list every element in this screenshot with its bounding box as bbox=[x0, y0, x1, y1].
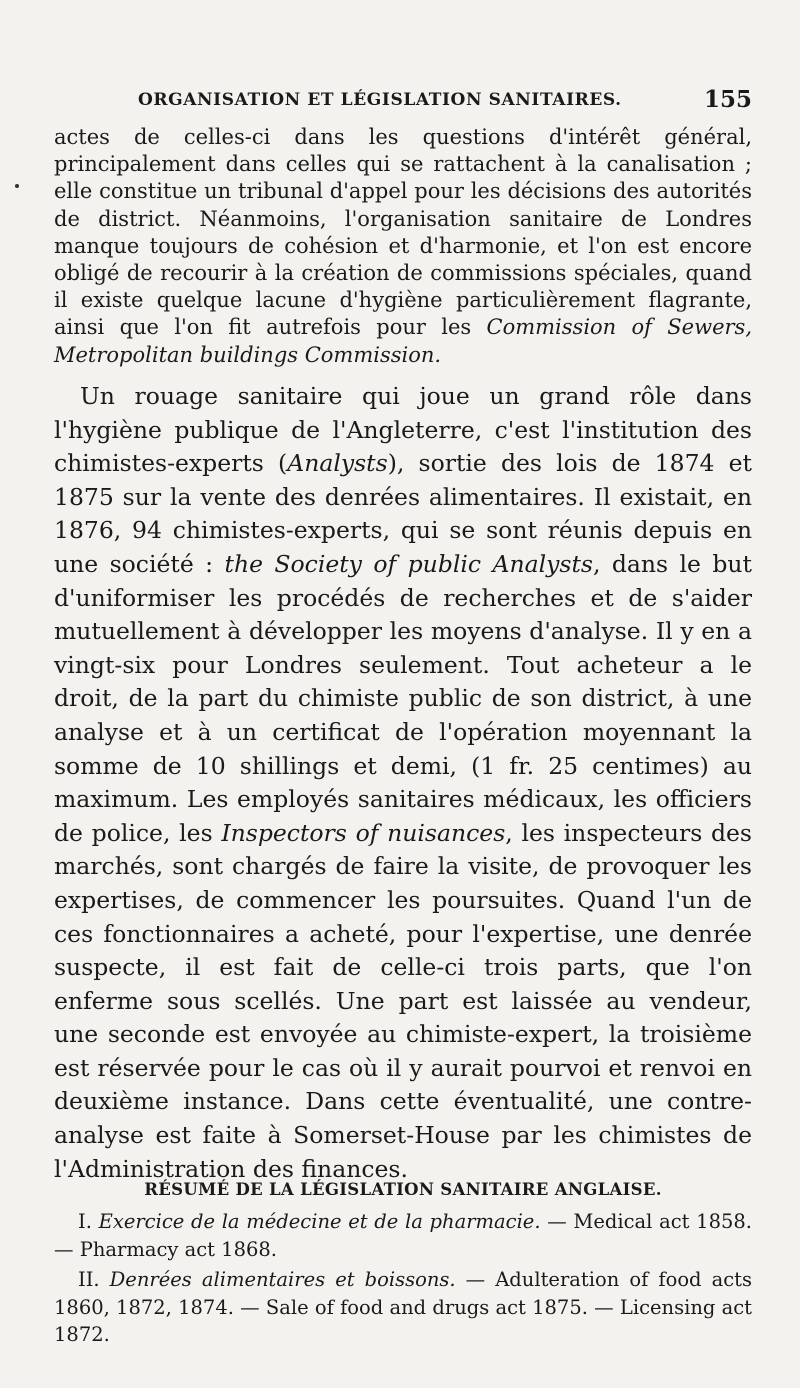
paragraph-1-italic: Commission of Sewers, Metropolitan buildings Commission. bbox=[54, 315, 752, 367]
list-item-title: Denrées alimentaires et boissons. bbox=[109, 1268, 456, 1292]
paragraph-2-italic-3: Inspectors of nuisances bbox=[221, 818, 506, 847]
running-head-title: ORGANISATION ET LÉGISLATION SANITAIRES. bbox=[138, 90, 622, 110]
paragraph-2 bbox=[54, 380, 752, 1186]
list-item-number: I. bbox=[78, 1210, 92, 1233]
legislation-list bbox=[54, 1208, 752, 1352]
list-item bbox=[54, 1266, 752, 1349]
paragraph-1 bbox=[54, 124, 752, 369]
paragraph-2-text-1: Un rouage sanitaire qui joue un grand rôle dans l'hygiène publique de l'Angleterre, c'est l'institution des chimistes-experts ( bbox=[54, 382, 752, 478]
list-item bbox=[54, 1208, 752, 1263]
paragraph-1-text: actes de celles-ci dans les questions d'intérêt général, principalement dans celles qui se rattachent à la canalisation ; elle constitue un tribunal d'appel pour les décisions des autorités de district. Néanmoins, l'organisation sanitaire de Londres manque toujours de cohésion et d'harmonie, et l'on est encore obligé de recourir à la création de commissions spéciales, quand il existe quelque lacune d'hygiène particulièrement flagrante, ainsi que l'on fit autrefois pour les bbox=[54, 125, 752, 340]
paragraph-2-text-3: , dans le but d'uniformiser les procédés de recherches et de s'aider mutuellement à développer les moyens d'analyse. Il y en a vingt-six pour Londres seulement. Tout acheteur a le droit, de la part du chimiste public de son district, à une analyse et à un certificat de l'opération moyennant la somme de 10 shillings et demi, (1 fr. 25 centimes) au maximum. Les employés sanitaires médicaux, les officiers de police, les bbox=[54, 549, 752, 847]
list-item-title: Exercice de la médecine et de la pharmacie. bbox=[98, 1210, 541, 1233]
paragraph-2-text-4: , les inspecteurs des marchés, sont chargés de faire la visite, de provoquer les expertises, de commencer les poursuites. Quand l'un de ces fonctionnaires a acheté, pour l'expertise, une denrée suspecte, il est fait de celle-ci trois parts, que l'on enferme sous scellés. Une part est laissée au vendeur, une seconde est envoyée au chimiste-expert, la troisième est réservée pour le cas où il y aurait pourvoi et renvoi en deuxième instance. Dans cette éventualité, une contre-analyse est faite à Somerset-House par les chimistes de l'Administration des finances. bbox=[54, 818, 752, 1183]
paragraph-2-text-2: ), sortie des lois de 1874 et 1875 sur la vente des denrées alimentaires. Il existait, en 1876, 94 chimistes-experts, qui se sont réunis depuis en une société : bbox=[54, 449, 753, 578]
list-item-text: — Adulteration of food acts 1860, 1872, 1874. — Sale of food and drugs act 1875. — Licensing act 1872. bbox=[54, 1268, 752, 1347]
paragraph-2-italic-2: the Society of public Analysts bbox=[224, 549, 593, 578]
page-number: 155 bbox=[703, 86, 752, 113]
running-head bbox=[54, 86, 752, 116]
margin-dot bbox=[15, 184, 19, 188]
paragraph-2-italic-1: Analysts bbox=[287, 449, 388, 478]
section-heading: RÉSUMÉ DE LA LÉGISLATION SANITAIRE ANGLAISE. bbox=[144, 1180, 662, 1199]
list-item-text: — Medical act 1858. — Pharmacy act 1868. bbox=[54, 1210, 752, 1261]
list-item-number: II. bbox=[78, 1268, 100, 1292]
